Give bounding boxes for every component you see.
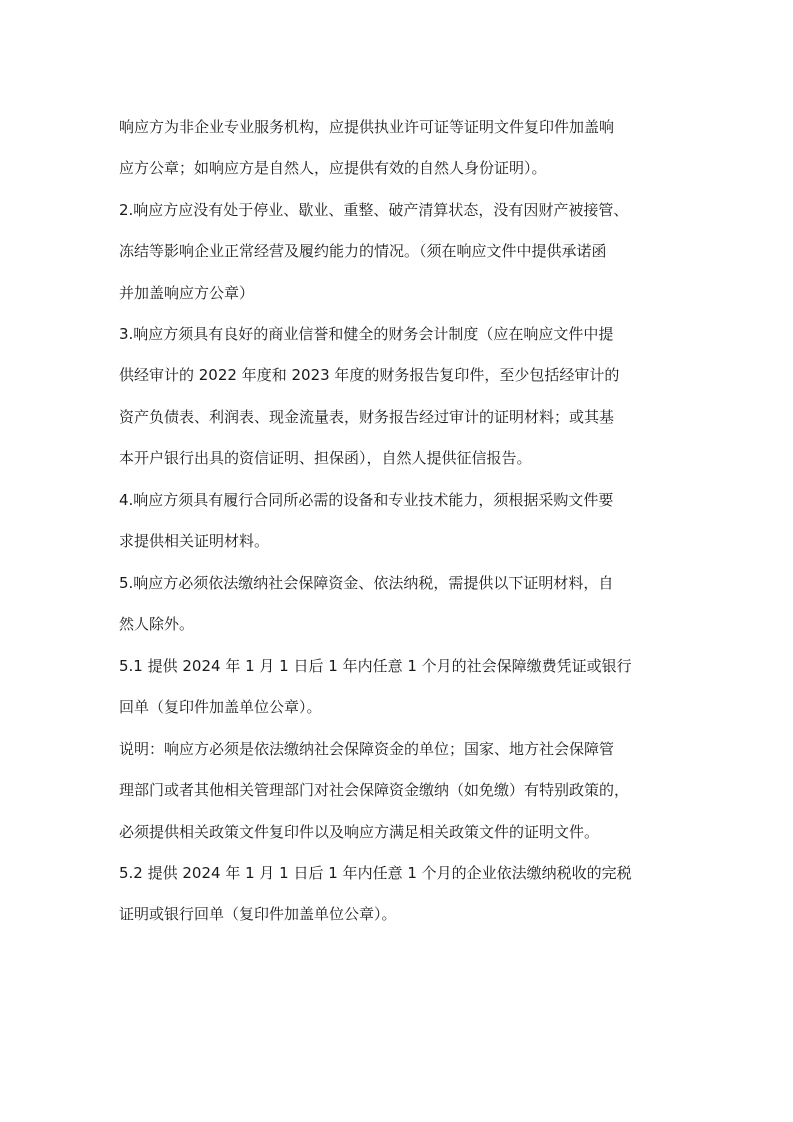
- text-line: 证明或银行回单（复印件加盖单位公章）。: [119, 905, 397, 923]
- text-line: 供经审计的 2022 年度和 2023 年度的财务报告复印件，至少包括经审计的: [119, 366, 620, 384]
- text-line: 响应方为非企业专业服务机构，应提供执业许可证等证明文件复印件加盖响: [119, 118, 615, 136]
- text-line: 5.2 提供 2024 年 1 月 1 日后 1 年内任意 1 个月的企业依法缴纳税收的完税: [119, 864, 632, 882]
- text-line: 然人除外。: [119, 615, 195, 633]
- text-line: 必须提供相关政策文件复印件以及响应方满足相关政策文件的证明文件。: [119, 823, 600, 841]
- text-line: 应方公章；如响应方是自然人，应提供有效的自然人身份证明）。: [119, 159, 547, 177]
- text-line: 2.响应方应没有处于停业、歇业、重整、破产清算状态，没有因财产被接管、: [119, 201, 629, 219]
- text-line: 3.响应方须具有良好的商业信誉和健全的财务会计制度（应在响应文件中提: [119, 325, 614, 343]
- text-line: 回单（复印件加盖单位公章）。: [119, 698, 322, 716]
- text-line: 说明：响应方必须是依法缴纳社会保障资金的单位；国家、地方社会保障管: [119, 740, 615, 758]
- text-line: 并加盖响应方公章）: [119, 284, 255, 302]
- text-line: 5.1 提供 2024 年 1 月 1 日后 1 年内任意 1 个月的社会保障缴费凭证或银行: [119, 657, 632, 675]
- text-line: 本开户银行出具的资信证明、担保函），自然人提供征信报告。: [119, 449, 532, 467]
- text-line: 资产负债表、利润表、现金流量表，财务报告经过审计的证明材料；或其基: [119, 408, 615, 426]
- text-line: 4.响应方须具有履行合同所必需的设备和专业技术能力，须根据采购文件要: [119, 491, 614, 509]
- text-line: 5.响应方必须依法缴纳社会保障资金、依法纳税，需提供以下证明材料，自: [119, 574, 614, 592]
- text-line: 理部门或者其他相关管理部门对社会保障资金缴纳（如免缴）有特别政策的，: [119, 781, 630, 799]
- text-line: 求提供相关证明材料。: [119, 532, 270, 550]
- text-line: 冻结等影响企业正常经营及履约能力的情况。（须在响应文件中提供承诺函: [119, 242, 607, 260]
